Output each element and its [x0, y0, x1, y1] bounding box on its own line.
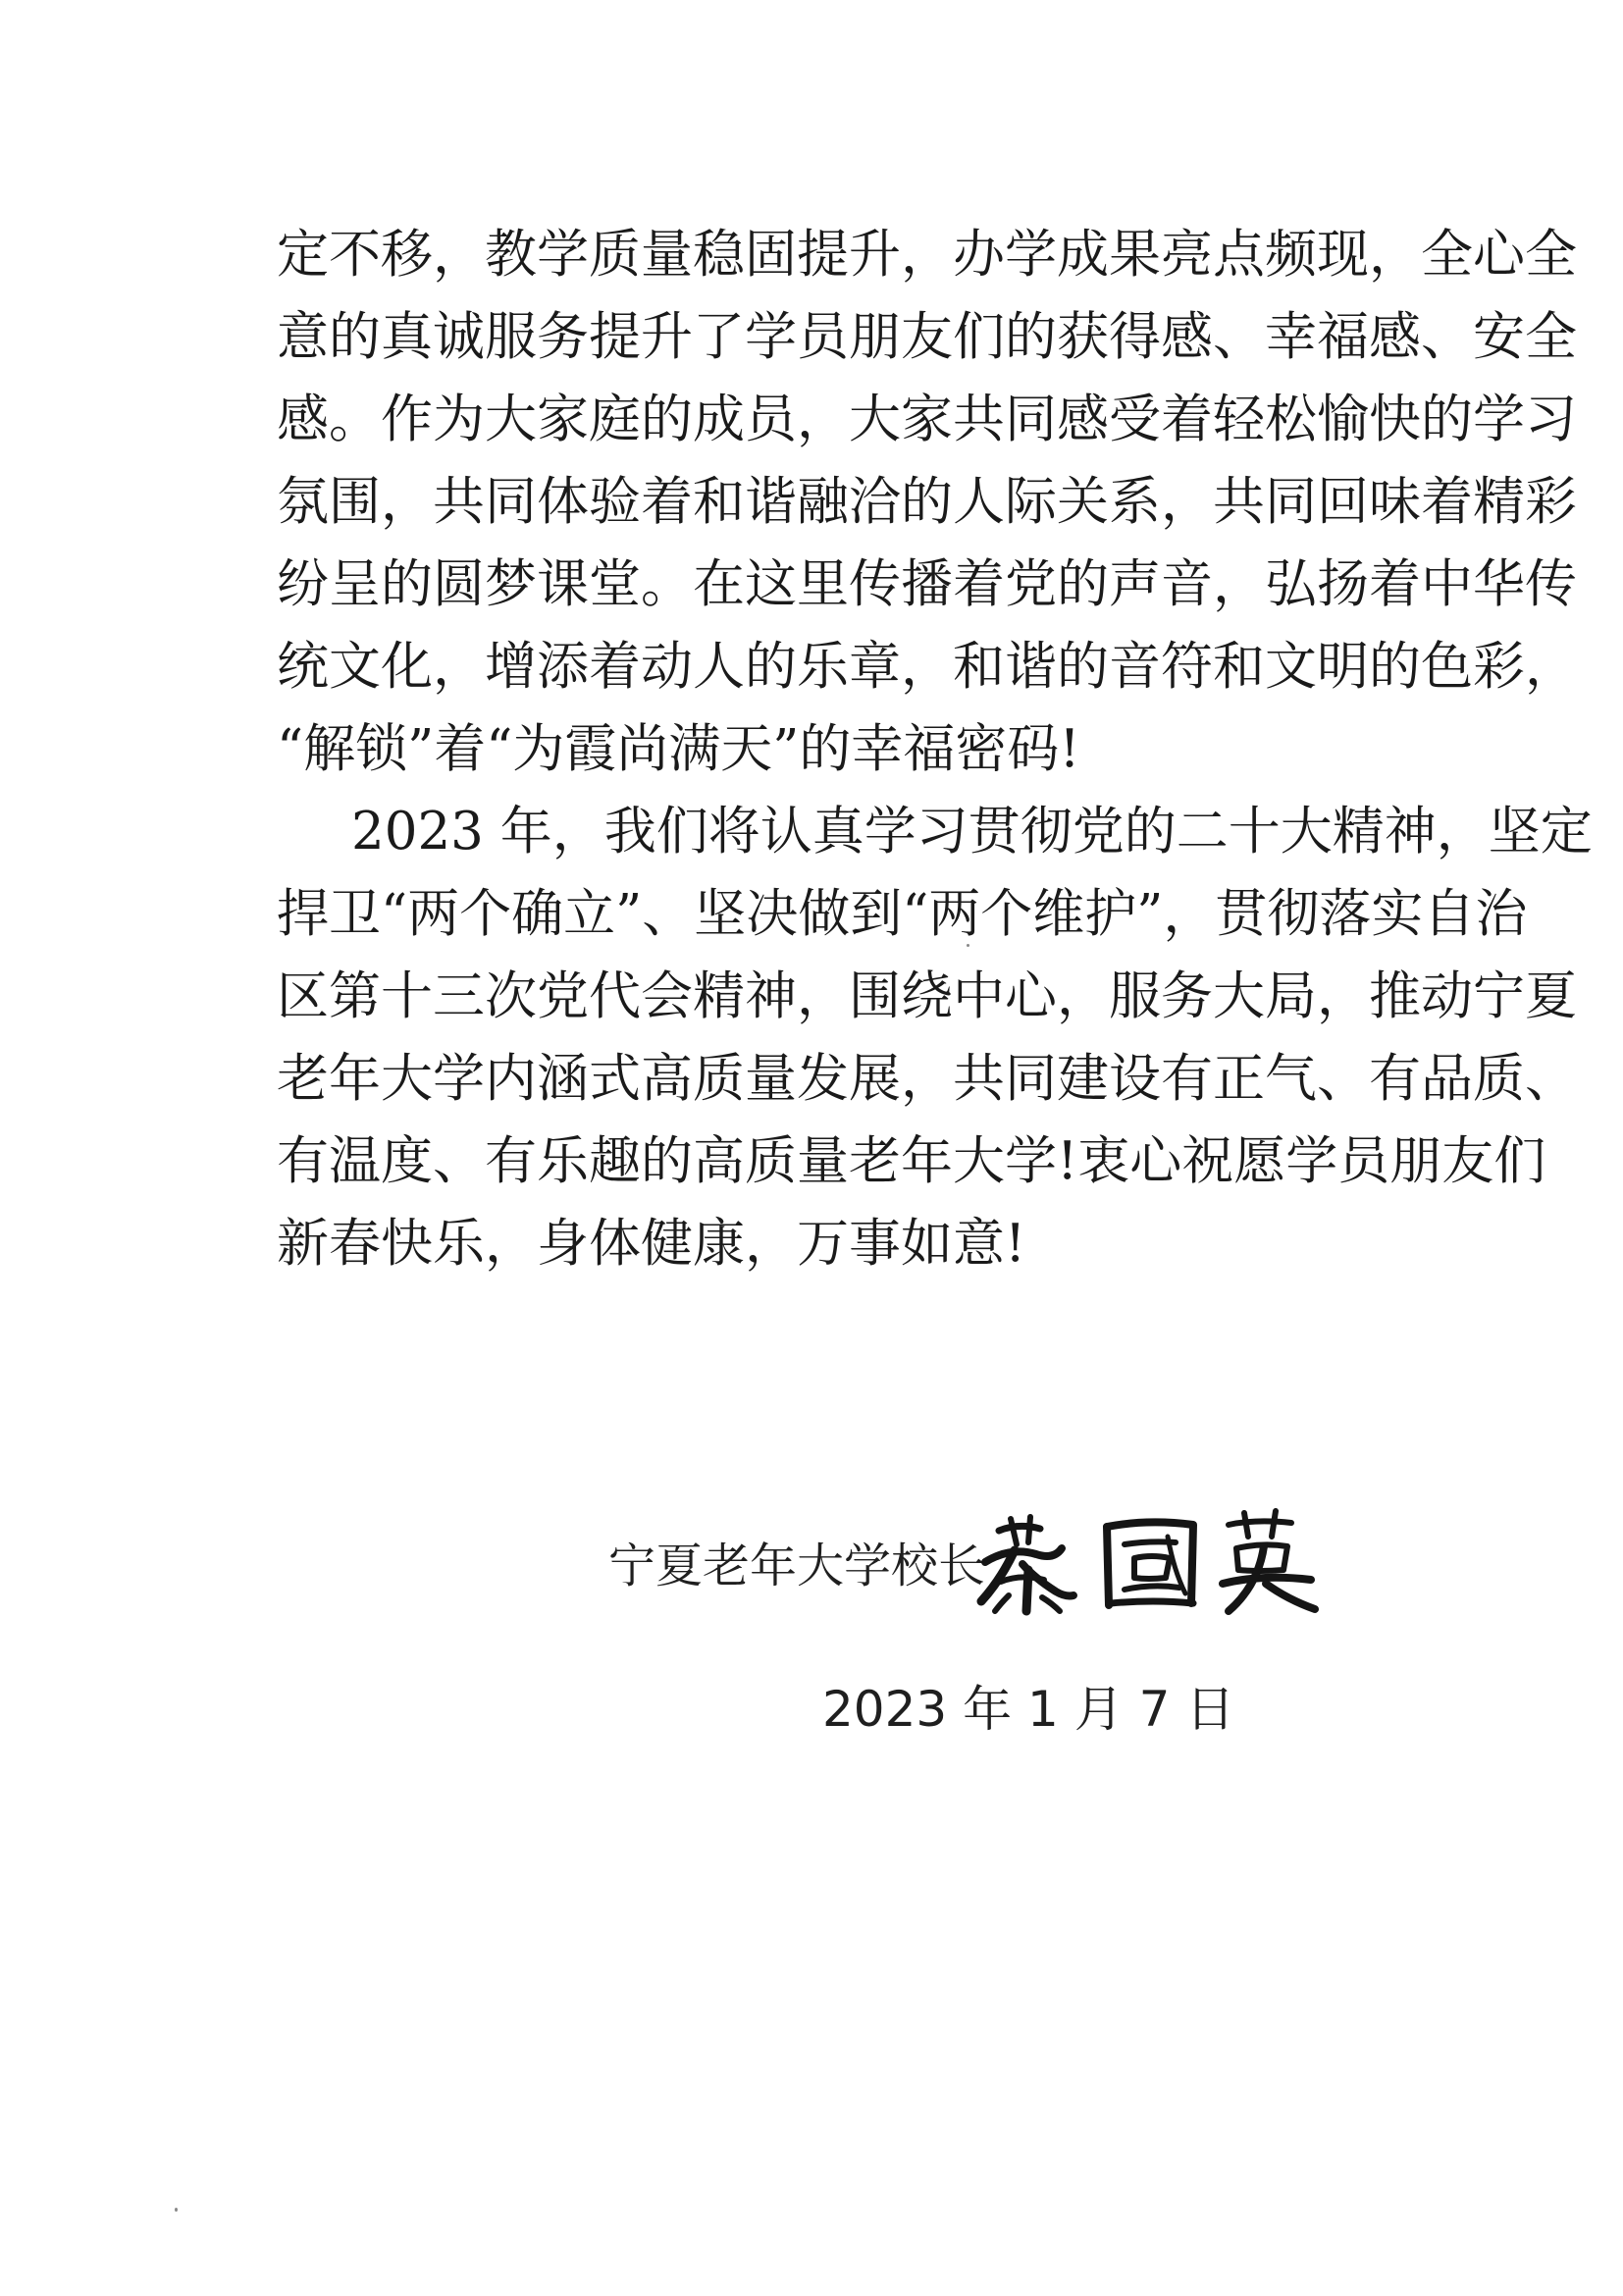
- letter-date: 2023 年 1 月 7 日: [822, 1681, 1235, 1738]
- paragraph-2-line-6: 新春快乐，身体健康，万事如意!: [277, 1214, 1026, 1274]
- paragraph-1-line-2: 意的真诚服务提升了学员朋友们的获得感、幸福感、安全: [277, 307, 1577, 367]
- paragraph-1-line-3: 感。作为大家庭的成员，大家共同感受着轻松愉快的学习: [277, 390, 1577, 449]
- paragraph-1-line-1: 定不移，教学质量稳固提升，办学成果亮点频现，全心全: [277, 225, 1577, 285]
- signatory-title: 宁夏老年大学校长: [608, 1539, 986, 1593]
- scan-speck: [175, 2208, 178, 2212]
- signature-block: [608, 1501, 1354, 1619]
- paragraph-1-line-6: 统文化，增添着动人的乐章，和谐的音符和文明的色彩，: [277, 637, 1577, 697]
- handwritten-signature: [971, 1501, 1325, 1619]
- paragraph-1-line-7: “解锁”着“为霞尚满天”的幸福密码!: [277, 719, 1080, 779]
- paragraph-2-line-5: 有温度、有乐趣的高质量老年大学!衷心祝愿学员朋友们: [277, 1131, 1546, 1191]
- paragraph-1-line-4: 氛围，共同体验着和谐融洽的人际关系，共同回味着精彩: [277, 472, 1577, 532]
- paragraph-2-line-2: 捍卫“两个确立”、坚决做到“两个维护”，贯彻落实自治: [277, 884, 1528, 944]
- paragraph-2-line-1: 2023 年，我们将认真学习贯彻党的二十大精神，坚定: [351, 802, 1593, 861]
- scan-speck: [967, 944, 969, 947]
- paragraph-2-line-4: 老年大学内涵式高质量发展，共同建设有正气、有品质、: [277, 1049, 1577, 1109]
- paragraph-2-line-3: 区第十三次党代会精神，围绕中心，服务大局，推动宁夏: [277, 966, 1577, 1026]
- paragraph-1-line-5: 纷呈的圆梦课堂。在这里传播着党的声音，弘扬着中华传: [277, 554, 1577, 614]
